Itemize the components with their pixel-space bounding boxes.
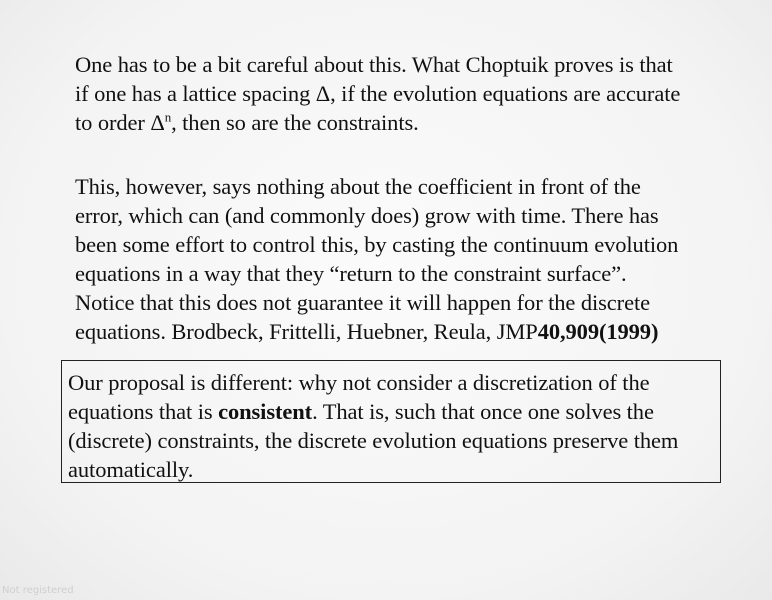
boxed-line2 — [68, 397, 728, 426]
boxed-line1: Our proposal is different: why not consider a discretization of the — [68, 370, 650, 395]
paragraph1-line3-pre: to order Δ — [75, 110, 165, 135]
paragraph2-line3: been some effort to control this, by casting the continuum evolution — [75, 232, 679, 257]
paragraph2-line1: This, however, says nothing about the coefficient in front of the — [75, 174, 641, 199]
journal-reference: 40,909(1999) — [537, 319, 659, 344]
boxed-line2-pre: equations that is — [68, 399, 219, 424]
paragraph-proposal — [68, 368, 728, 484]
exponent-n: n — [164, 109, 172, 125]
boxed-line4: automatically. — [68, 457, 194, 482]
boxed-line2-post: . That is, such that once one solves the — [312, 399, 654, 424]
paragraph-choptuik — [75, 50, 755, 137]
paragraph1-line2: if one has a lattice spacing Δ, if the evolution equations are accurate — [75, 81, 681, 106]
paragraph1-line3 — [75, 108, 755, 137]
boxed-line3: (discrete) constraints, the discrete evolution equations preserve them — [68, 428, 679, 453]
paragraph2-line6 — [75, 317, 755, 346]
paragraph-coefficient — [75, 172, 755, 346]
paragraph1-line3-post: , then so are the constraints. — [171, 110, 419, 135]
paragraph2-line5: Notice that this does not guarantee it will happen for the discrete — [75, 290, 650, 315]
paragraph2-line4: equations in a way that they “return to the constraint surface”. — [75, 261, 627, 286]
consistent-keyword: consistent — [218, 399, 313, 424]
paragraph1-line1: One has to be a bit careful about this. What Choptuik proves is that — [75, 52, 673, 77]
paragraph2-line6-pre: equations. Brodbeck, Frittelli, Huebner, Reula, JMP — [75, 319, 538, 344]
watermark-text: Not registered — [2, 585, 74, 596]
paragraph2-line2: error, which can (and commonly does) grow with time. There has — [75, 203, 659, 228]
